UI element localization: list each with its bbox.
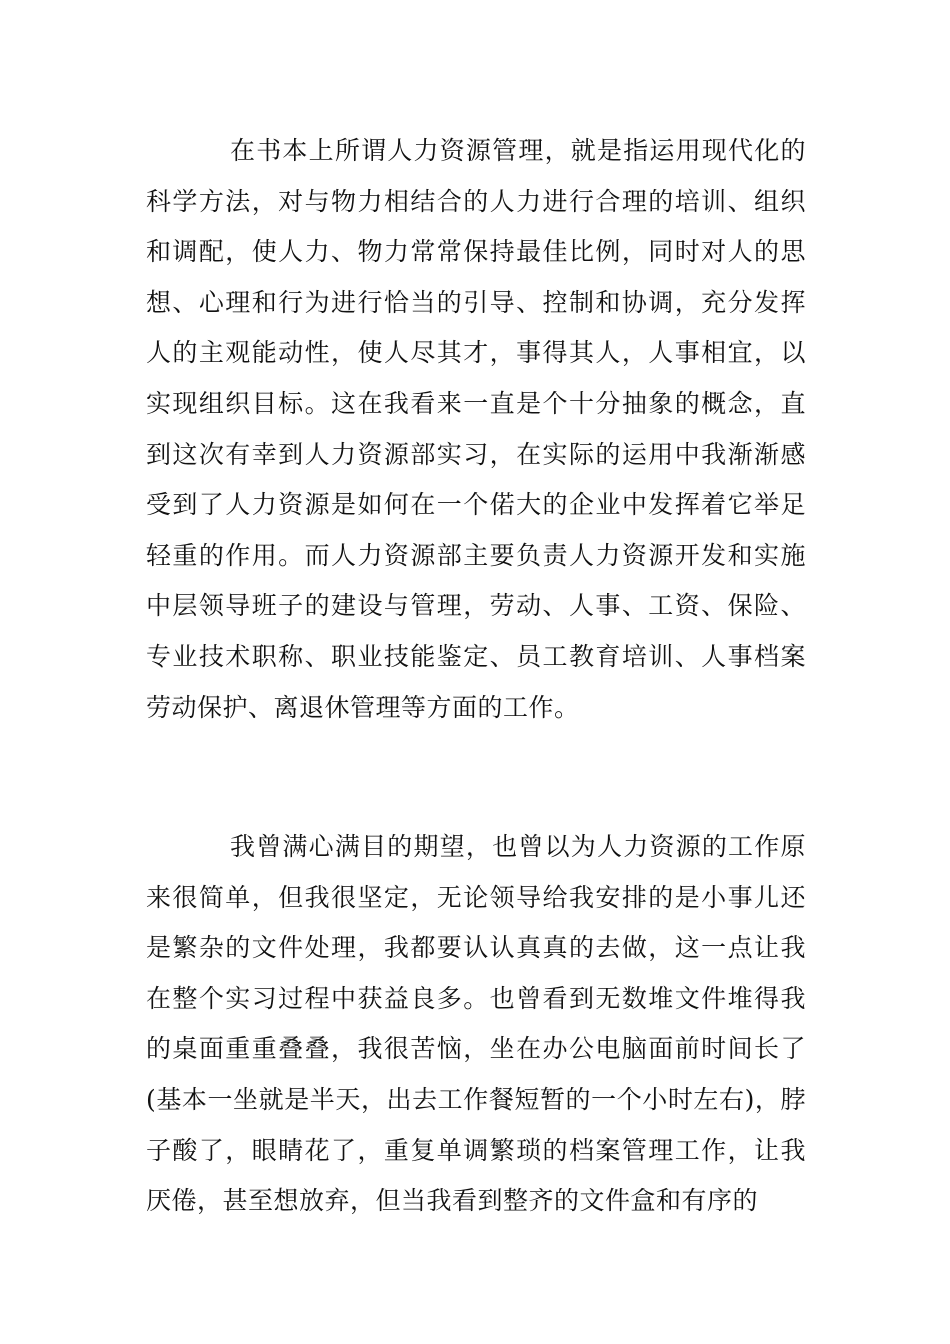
body-paragraph-2: 我曾满心满目的期望，也曾以为人力资源的工作原来很简单，但我很坚定，无论领导给我安排的是小事儿还是繁杂的文件处理，我都要认认真真的去做，这一点让我在整个实习过程中获益良多。也曾看到无数堆文件堆得我的桌面重重叠叠，我很苦恼，坐在办公电脑面前时间长了(基本一坐就是半天，出去工作餐短暂的一个小时左右)，脖子酸了，眼睛花了，重复单调繁琐的档案管理工作，让我厌倦，甚至想放弃，但当我看到整齐的文件盒和有序的 (146, 832, 806, 1216)
body-paragraph-1: 在书本上所谓人力资源管理，就是指运用现代化的科学方法，对与物力相结合的人力进行合理的培训、组织和调配，使人力、物力常常保持最佳比例，同时对人的思想、心理和行为进行恰当的引导、控制和协调，充分发挥人的主观能动性，使人尽其才，事得其人，人事相宜，以实现组织目标。这在我看来一直是个十分抽象的概念，直到这次有幸到人力资源部实习，在实际的运用中我渐渐感受到了人力资源是如何在一个偌大的企业中发挥着它举足轻重的作用。而人力资源部主要负责人力资源开发和实施中层领导班子的建设与管理，劳动、人事、工资、保险、专业技术职称、职业技能鉴定、员工教育培训、人事档案劳动保护、离退休管理等方面的工作。 (146, 136, 806, 722)
